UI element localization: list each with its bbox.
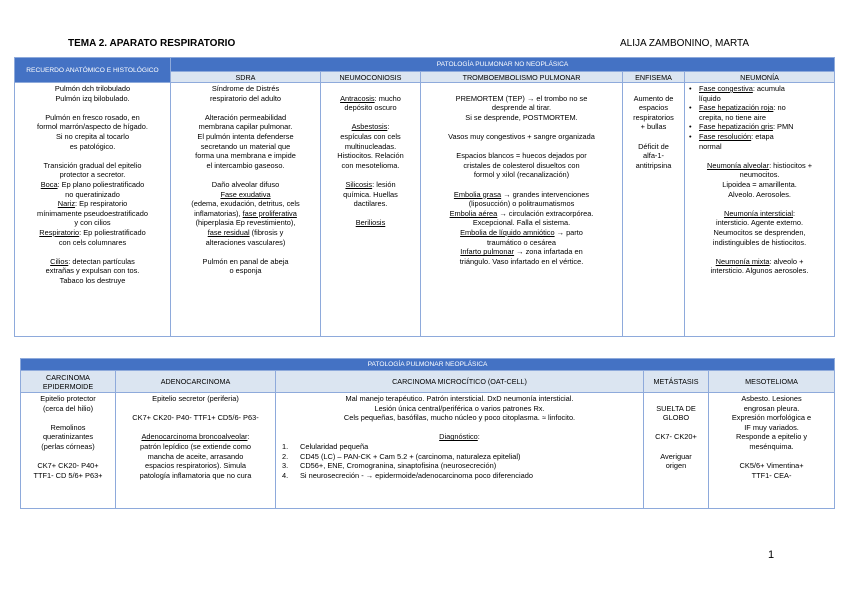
list-item: 4. Si neurosecreción - → epidermoide/adenocarcinoma poco diferenciado <box>282 470 533 480</box>
anat-text: y con cilios <box>74 218 111 228</box>
neumonia-text: Alveolo. Aerosoles. <box>728 189 791 199</box>
list-item <box>687 132 832 151</box>
cell-microcitico <box>276 393 644 509</box>
meso-text: Expresión morfológica e <box>731 413 812 423</box>
header-neumoconiosis: NEUMOCONIOSIS <box>321 72 421 83</box>
oat-text: Celularidad pequeña <box>300 441 369 451</box>
neumonia-text: : histiocitos + <box>769 160 813 170</box>
anat-text: Pulmón izq bilobulado. <box>55 93 130 103</box>
anat-text: con cels columnares <box>58 237 127 247</box>
neumonia-text: : PMN <box>772 122 794 132</box>
adeno-text: Epitelio secretor (periferia) <box>152 394 239 403</box>
enfisema-text: Déficit de <box>638 141 669 151</box>
oat-text: : <box>477 432 480 442</box>
term-asbestosis: Asbestosis <box>351 122 388 132</box>
header-adenocarcinoma: ADENOCARCINOMA <box>116 371 276 393</box>
anat-text: Pulmón dch trilobulado <box>54 84 131 93</box>
sdra-text: (fibrosis y <box>249 227 284 237</box>
document-title: TEMA 2. APARATO RESPIRATORIO <box>68 38 236 49</box>
tep-text: → grandes intervenciones <box>501 189 590 199</box>
term-boca: Boca <box>40 179 58 189</box>
tep-text: Vasos muy congestivos + sangre organizada <box>448 131 595 141</box>
epid-text: CK7+ CK20- P40+ <box>37 461 99 471</box>
term-fase-residual: fase residual <box>207 227 250 237</box>
tep-text: → parto <box>554 227 583 237</box>
anat-text: Si no crepita al tocarlo <box>55 131 130 141</box>
header-tromboembolismo: TROMBOEMBOLISMO PULMONAR <box>421 72 623 83</box>
term-silicosis: Silicosis <box>345 179 373 189</box>
meta-text: Averiguar <box>660 451 692 461</box>
diagnostico-list <box>278 442 641 480</box>
term-neumonia-mixta: Neumonía mixta <box>715 256 770 266</box>
meta-text: SUELTA DE <box>656 403 696 413</box>
neumonia-text: intersticio. Agente externo. <box>715 218 804 228</box>
adeno-text: patrón lepídico (se extiende como <box>140 441 251 451</box>
term-hepatizacion-gris: Fase hepatización gris <box>699 122 773 132</box>
sdra-text: El pulmón intenta defenderse <box>197 131 294 141</box>
header-metastasis: METÁSTASIS <box>644 371 709 393</box>
adeno-text: : <box>247 432 250 442</box>
cell-adenocarcinoma <box>116 393 276 509</box>
tep-text: (liposucción) o politraumatismos <box>468 199 575 209</box>
cell-sdra <box>171 83 321 337</box>
header-carcinoma-epidermoide: CARCINOMA EPIDERMOIDE <box>21 371 116 393</box>
header-carcinoma-microcitico: CARCINOMA MICROCÍTICO (OAT-CELL) <box>276 371 644 393</box>
meso-text: Responde a epitelio y <box>735 432 808 442</box>
meta-text: GLOBO <box>662 413 690 423</box>
term-embolia-liquido-amniotico: Embolia de líquido amniótico <box>460 227 555 237</box>
adeno-text: mancha de aceite, arrasando <box>147 451 244 461</box>
list-item: 3. CD56+, ENE, Cromogranina, sinaptofisina (neurosecreción) <box>282 461 497 471</box>
term-respiratorio: Respiratorio <box>39 227 80 237</box>
sdra-text: Síndrome de Distrés <box>211 84 280 93</box>
neumonia-text: indistinguibles de histiocitos. <box>712 237 807 247</box>
neumonia-text: crepita, no tiene aire <box>699 112 766 122</box>
sdra-text: Daño alveolar difuso <box>211 179 280 189</box>
band-neoplastic: PATOLOGÍA PULMONAR NEOPLÁSICA <box>21 359 835 371</box>
term-fase-congestiva: Fase congestiva <box>699 84 753 93</box>
oat-text: CD45 (LC) – PAN-CK + Cam 5.2 + (carcinoma, naturaleza epitelial) <box>300 451 521 461</box>
oat-text: Cels pequeñas, basófilas, mucho núcleo y poco citoplasma. ≈ linfocito. <box>343 413 576 423</box>
anat-text: Tabaco los destruye <box>59 275 126 285</box>
header-neumonia: NEUMONÍA <box>685 72 835 83</box>
epid-text: Remolinos <box>50 422 86 432</box>
neumonia-text: normal <box>699 141 722 151</box>
enfisema-text: respiratorios <box>633 112 674 122</box>
enfisema-text: antitripsina <box>635 160 672 170</box>
header-sdra: SDRA <box>171 72 321 83</box>
term-embolia-grasa: Embolia grasa <box>453 189 502 199</box>
cell-metastasis <box>644 393 709 509</box>
neumo-text: dactilares. <box>353 199 388 209</box>
band-non-neoplastic: PATOLOGÍA PULMONAR NO NEOPLÁSICA <box>171 58 835 72</box>
sdra-text: inflamatorias), <box>194 208 241 218</box>
anat-text: : Ep plano poliestratificado <box>57 179 145 189</box>
meta-text: CK7- CK20+ <box>655 432 697 442</box>
term-fase-resolucion: Fase resolución <box>699 131 752 141</box>
anat-text: : Ep respiratorio <box>75 199 128 209</box>
neumonia-text: Lipoidea = amarillenta. <box>722 179 797 189</box>
list-item: 1. Celularidad pequeña <box>282 441 369 451</box>
cell-neumoconiosis <box>321 83 421 337</box>
tep-text: traumático o cesárea <box>486 237 556 247</box>
anat-text: Pulmón en fresco rosado, en <box>45 112 140 122</box>
neumo-text: química. Huellas <box>343 189 398 199</box>
tep-text: formol y xilol (recanalización) <box>473 170 570 180</box>
enfisema-text: + bullas <box>640 122 667 132</box>
sdra-text: forma una membrana e impide <box>195 151 296 161</box>
epid-text: TTF1- CD 5/6+ P63+ <box>33 470 103 480</box>
epid-text: queratinizantes <box>42 432 94 442</box>
anat-text: formol marrón/aspecto de hígado. <box>37 122 148 132</box>
term-embolia-aerea: Embolia aérea <box>449 208 498 218</box>
meso-text: mesénquima. <box>749 441 794 451</box>
neumonia-text: intersticio. Algunos aerosoles. <box>710 266 809 276</box>
neumonia-text: : <box>793 208 796 218</box>
meta-text: origen <box>665 461 687 471</box>
term-diagnostico: Diagnóstico <box>439 432 478 442</box>
term-cilios: Cilios <box>50 256 69 266</box>
term-neumonia-alveolar: Neumonía alveolar <box>707 160 770 170</box>
term-fase-exudativa: Fase exudativa <box>220 189 271 199</box>
header-enfisema: ENFISEMA <box>623 72 685 83</box>
neumonia-text: Neumocitos se desprenden, <box>713 227 806 237</box>
page-number: 1 <box>768 549 775 561</box>
enfisema-text: espacios <box>638 103 669 113</box>
anat-text: protector a secretor. <box>59 170 126 180</box>
enfisema-text: alfa-1- <box>643 151 664 161</box>
neumo-text: : mucho <box>374 93 401 103</box>
neumonia-text: : alveolo + <box>769 256 804 266</box>
anat-text: Transición gradual del epitelio <box>43 160 142 170</box>
oat-text: Lesión única central/periférica o varios patrones Rx. <box>374 403 545 413</box>
oat-text: Mal manejo terapéutico. Patrón intersticial. DxD neumonía intersticial. <box>345 394 574 403</box>
tep-text: cristales de colesterol disueltos con <box>463 160 580 170</box>
non-neoplastic-table <box>14 57 835 337</box>
cell-epidermoide <box>21 393 116 509</box>
cell-mesotelioma <box>709 393 835 509</box>
neoplastic-table <box>20 358 835 509</box>
term-nariz: Nariz <box>57 199 76 209</box>
term-neumonia-intersticial: Neumonía intersticial <box>723 208 793 218</box>
enfisema-text: Aumento de <box>633 93 674 103</box>
neumo-text: depósito oscuro <box>344 103 397 113</box>
neumo-text: : lesión <box>372 179 396 189</box>
anat-text: no queratinizado <box>65 189 120 199</box>
tep-text: PREMORTEM (TEP) → el trombo no se <box>455 93 588 103</box>
meso-text: engrosan pleura. <box>743 403 800 413</box>
tep-text: Si se desprende, POSTMORTEM. <box>465 112 578 122</box>
neumo-text: multinucleadas. <box>344 141 397 151</box>
sdra-text: (edema, exudación, detritus, cels <box>191 199 300 209</box>
anat-text: mínimamente pseudoestratificado <box>37 208 148 218</box>
sdra-text: el intercambio gaseoso. <box>206 160 285 170</box>
epid-text: (perlas córneas) <box>41 441 95 451</box>
epid-text: Epitelio protector <box>40 394 96 403</box>
adeno-text: CK7+ CK20- P40- TTF1+ CD5/6- P63- <box>132 413 259 423</box>
tep-text: → circulación extracorpórea. <box>497 208 594 218</box>
list-item <box>687 103 832 122</box>
tep-text: → zona infartada en <box>514 247 583 257</box>
cell-anatomy <box>15 83 171 337</box>
neumo-text: espículas con cels <box>340 131 401 141</box>
term-hepatizacion-roja: Fase hepatización roja <box>699 103 774 113</box>
oat-text: Si neurosecreción - → epidermoide/adenocarcinoma poco diferenciado <box>300 470 533 480</box>
term-fase-proliferativa: fase proliferativa <box>242 208 297 218</box>
list-item <box>687 122 832 132</box>
list-item <box>687 84 832 103</box>
sdra-text: Alteración permeabilidad <box>204 112 287 122</box>
oat-text: CD56+, ENE, Cromogranina, sinaptofisina (neurosecreción) <box>300 461 497 471</box>
cell-enfisema <box>623 83 685 337</box>
list-item: 2. CD45 (LC) – PAN-CK + Cam 5.2 + (carcinoma, naturaleza epitelial) <box>282 451 521 461</box>
epid-text: (cerca del hilio) <box>42 403 94 413</box>
sdra-text: membrana capilar pulmonar. <box>198 122 293 132</box>
meso-text: Asbesto. Lesiones <box>741 394 802 403</box>
anat-text: : Ep poliestratificado <box>79 227 146 237</box>
meso-text: IF muy variados. <box>744 422 799 432</box>
neumonia-text: neumocitos. <box>739 170 780 180</box>
anat-text: : detectan partículas <box>68 256 135 266</box>
tep-text: Espacios blancos = huecos dejados por <box>456 151 587 161</box>
tep-text: triángulo. Vaso infartado en el vértice. <box>459 256 584 266</box>
neumonia-text: : etapa <box>751 131 774 141</box>
sdra-text: Pulmón en panal de abeja <box>202 256 289 266</box>
band-anatomy: RECUERDO ANATÓMICO E HISTOLÓGICO <box>15 58 171 83</box>
header-mesotelioma: MESOTELIOMA <box>709 371 835 393</box>
sdra-text: (hiperplasia Ep revestimiento), <box>195 218 296 228</box>
cell-tromboembolismo <box>421 83 623 337</box>
anat-text: es patológico. <box>69 141 116 151</box>
adeno-text: patología inflamatoria que no cura <box>139 470 252 480</box>
anat-text: extrañas y expulsan con tos. <box>45 266 140 276</box>
neumo-text: con mesotelioma. <box>341 160 400 170</box>
tep-text: desprende al tirar. <box>491 103 552 113</box>
sdra-text: respiratorio del adulto <box>209 93 282 103</box>
neumonia-text: : acumula <box>752 84 785 93</box>
sdra-text: alteraciones vasculares) <box>205 237 286 247</box>
neumo-text: : <box>387 122 390 132</box>
sdra-text: o esponja <box>229 266 262 276</box>
tep-text: Excepcional. Falla el sistema. <box>472 218 571 228</box>
cell-neumonia <box>685 83 835 337</box>
term-adenocarcinoma-broncoalveolar: Adenocarcinoma broncoalveolar <box>141 432 248 442</box>
meso-text: TTF1- CEA- <box>751 470 792 480</box>
term-beriliosis: Beriliosis <box>355 218 386 228</box>
neumo-text: Histiocitos. Relación <box>337 151 404 161</box>
neumonia-text: líquido <box>699 93 721 103</box>
neumonia-phases-list <box>687 84 832 151</box>
term-infarto-pulmonar: Infarto pulmonar <box>460 247 515 257</box>
sdra-text: secretando un material que <box>200 141 291 151</box>
meso-text: CK5/6+ Vimentina+ <box>739 461 804 471</box>
term-antracosis: Antracosis <box>340 93 375 103</box>
author-name: ALIJA ZAMBONINO, MARTA <box>620 38 750 49</box>
adeno-text: espacios respiratorios). Simula <box>144 461 247 471</box>
neumonia-text: : no <box>773 103 786 113</box>
